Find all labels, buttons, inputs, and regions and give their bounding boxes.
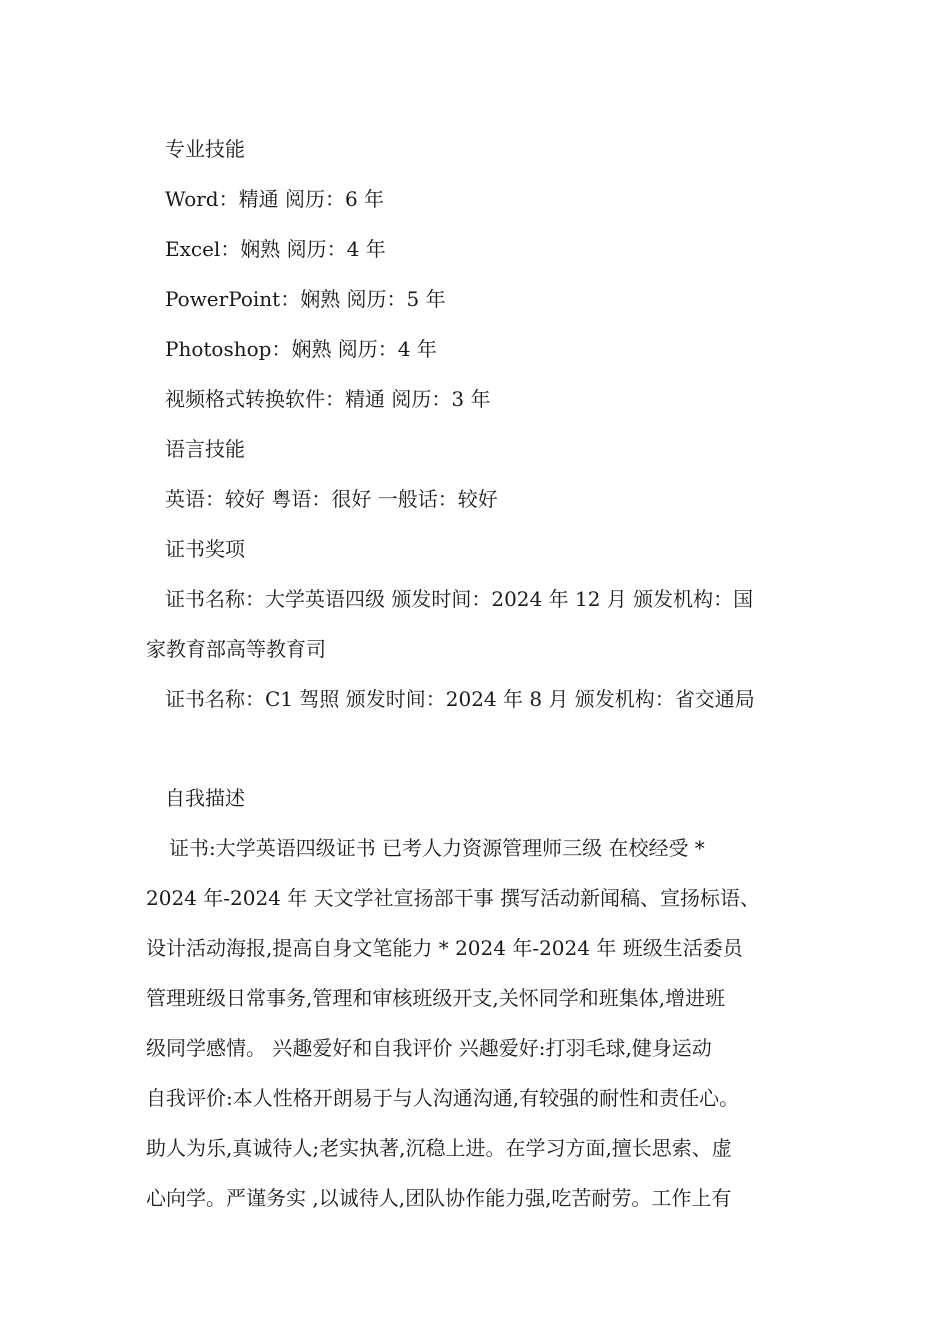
skill-item-powerpoint: PowerPoint：娴熟 阅历：5 年	[165, 287, 446, 311]
certificate-1-line-2: 家教育部高等教育司	[146, 637, 326, 661]
self-description-line: 助人为乐,真诚待人;老实执著,沉稳上进。在学习方面,擅长思索、虚	[146, 1136, 732, 1160]
self-description-line: 管理班级日常事务,管理和审核班级开支,关怀同学和班集体,增进班	[146, 986, 726, 1010]
language-text: 英语：较好 粤语：很好 一般话：较好	[165, 487, 498, 511]
skills-heading: 专业技能	[165, 137, 245, 161]
self-description-line: 2024 年-2024 年 天文学社宣扬部干事 撰写活动新闻稿、宣扬标语、	[146, 886, 760, 910]
self-description-line: 自我评价:本人性格开朗易于与人沟通沟通,有较强的耐性和责任心。	[146, 1086, 740, 1110]
skill-item-photoshop: Photoshop：娴熟 阅历：4 年	[165, 337, 437, 361]
self-description-line: 设计活动海报,提高自身文笔能力 * 2024 年-2024 年 班级生活委员	[146, 936, 743, 960]
self-description-line: 证书:大学英语四级证书 已考人力资源管理师三级 在校经受 *	[169, 836, 705, 860]
language-heading: 语言技能	[165, 437, 245, 461]
skill-item-excel: Excel：娴熟 阅历：4 年	[165, 237, 386, 261]
skill-item-video-converter: 视频格式转换软件：精通 阅历：3 年	[165, 387, 491, 411]
certificate-1-line-1: 证书名称：大学英语四级 颁发时间：2024 年 12 月 颁发机构：国	[165, 587, 754, 611]
certificate-2: 证书名称：C1 驾照 颁发时间：2024 年 8 月 颁发机构：省交通局	[165, 687, 755, 711]
self-description-line: 心向学。严谨务实 ,以诚待人,团队协作能力强,吃苦耐劳。工作上有	[146, 1186, 732, 1210]
skill-item-word: Word：精通 阅历：6 年	[165, 187, 385, 211]
self-description-line: 级同学感情。 兴趣爱好和自我评价 兴趣爱好:打羽毛球,健身运动	[146, 1036, 712, 1060]
self-description-heading: 自我描述	[165, 786, 245, 810]
certificates-heading: 证书奖项	[165, 537, 245, 561]
